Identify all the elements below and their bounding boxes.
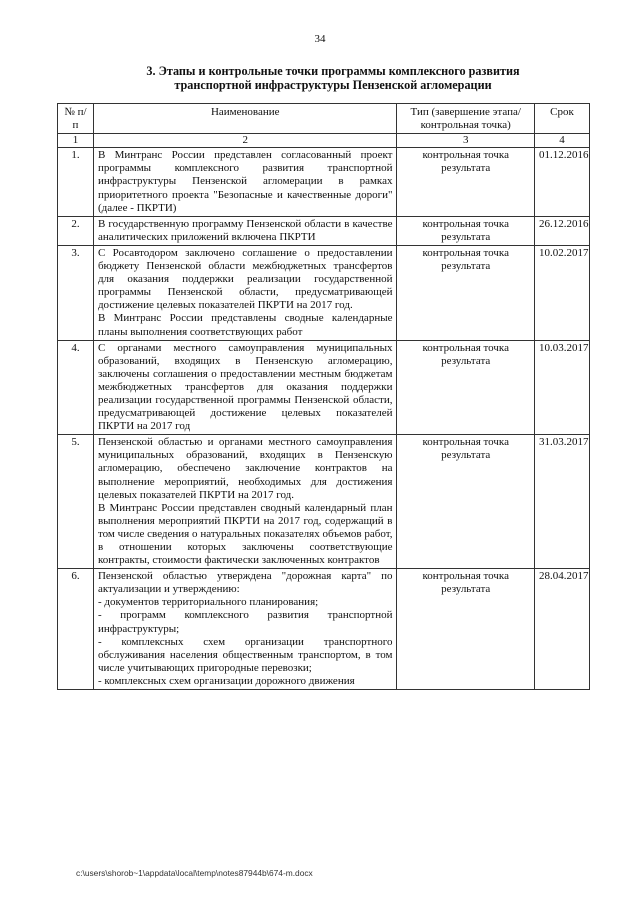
row-deadline: 01.12.2016 [534, 148, 589, 216]
row-type: контрольная точка результата [397, 216, 534, 245]
row-description [93, 569, 397, 690]
table-row [58, 245, 590, 340]
table-header-row [58, 104, 590, 134]
column-number: 1 [58, 134, 94, 148]
page-number: 34 [314, 33, 326, 45]
description-paragraph: В Минтранс России представлен сводный календарный план выполнения мероприятий ПКРТИ на 2017 год, содержащий в том числе сведения о натуральных показателях объемов работ, в отношении которых заключены соответствующие контракты, стоимости фактически заключенных контрактов [97, 501, 393, 567]
row-number: 3. [58, 245, 94, 340]
description-paragraph: Пензенской областью утверждена "дорожная карта" по актуализации и утверждению: [97, 570, 393, 596]
description-paragraph: Пензенской областью и органами местного самоуправления муниципальных образований, входящих в Пензенскую агломерацию, обеспечено заключение контрактов на выполнение мероприятий, необходимых для достижения целевых показателей ПКРТИ на 2017 год. [97, 436, 393, 501]
row-description [93, 340, 397, 435]
row-type: контрольная точка результата [397, 340, 534, 435]
row-type: контрольная точка результата [397, 569, 534, 690]
row-description [93, 245, 397, 340]
row-type: контрольная точка результата [397, 245, 534, 340]
table-body [58, 148, 590, 690]
section-title-line-1: 3. Этапы и контрольные точки программы комплексного развития [146, 64, 520, 78]
header-name: Наименование [93, 104, 397, 134]
row-deadline: 10.02.2017 [534, 245, 589, 340]
column-number: 2 [93, 134, 397, 148]
header-num: № п/п [58, 104, 94, 134]
row-deadline: 28.04.2017 [534, 569, 589, 690]
row-type: контрольная точка результата [397, 148, 534, 216]
table-row [58, 148, 590, 216]
row-type: контрольная точка результата [397, 435, 534, 569]
column-numbers-row [58, 134, 590, 148]
table-row [58, 435, 590, 569]
row-deadline: 26.12.2016 [534, 216, 589, 245]
column-number: 3 [397, 134, 534, 148]
table-row [58, 569, 590, 690]
section-title [60, 64, 606, 92]
row-number: 1. [58, 148, 94, 216]
description-paragraph: В государственную программу Пензенской области в качестве аналитических приложений включена ПКРТИ [97, 217, 393, 243]
description-paragraph: - комплексных схем организации транспортного обслуживания населения общественным транспортом, в том числе учитывающих пригородные перевозки; [97, 635, 393, 674]
header-type: Тип (завершение этапа/ контрольная точка) [397, 104, 534, 134]
stages-table [57, 103, 590, 690]
row-description [93, 148, 397, 216]
section-title-line-2: транспортной инфраструктуры Пензенской агломерации [174, 78, 492, 92]
description-paragraph: - программ комплексного развития транспортной инфраструктуры; [97, 609, 393, 635]
row-number: 2. [58, 216, 94, 245]
row-description [93, 216, 397, 245]
description-paragraph: В Минтранс России представлен согласованный проект программы комплексного развития транспортной инфраструктуры Пензенской агломерации в рамках приоритетного проекта "Безопасные и качественные дороги" (далее - ПКРТИ) [97, 149, 393, 214]
row-description [93, 435, 397, 569]
description-paragraph: В Минтранс России представлены сводные календарные планы выполнения соответствующих работ [97, 312, 393, 338]
header-date: Срок [534, 104, 589, 134]
description-paragraph: С органами местного самоуправления муниципальных образований, входящих в Пензенскую агломерацию, заключены соглашения о предоставлении местным бюджетам межбюджетных трансфертов для оказания поддержки реализации государственной программы Пензенской области, предусматривающей достижение целевых показателей ПКРТИ на 2017 год [97, 341, 393, 433]
row-deadline: 10.03.2017 [534, 340, 589, 435]
file-path-footer: c:\users\shorob~1\appdata\local\temp\notes87944b\674-m.docx [76, 868, 313, 878]
table-row [58, 216, 590, 245]
description-paragraph: С Росавтодором заключено соглашение о предоставлении бюджету Пензенской области межбюджетных трансфертов для оказания поддержки реализации государственной программы Пензенской области, предусматривающей достижение целевых показателей ПКРТИ на 2017 год. [97, 246, 393, 312]
row-deadline: 31.03.2017 [534, 435, 589, 569]
column-number: 4 [534, 134, 589, 148]
row-number: 4. [58, 340, 94, 435]
row-number: 5. [58, 435, 94, 569]
row-number: 6. [58, 569, 94, 690]
description-paragraph: - комплексных схем организации дорожного движения [97, 674, 355, 687]
table-row [58, 340, 590, 435]
description-paragraph: - документов территориального планирования; [97, 596, 319, 609]
